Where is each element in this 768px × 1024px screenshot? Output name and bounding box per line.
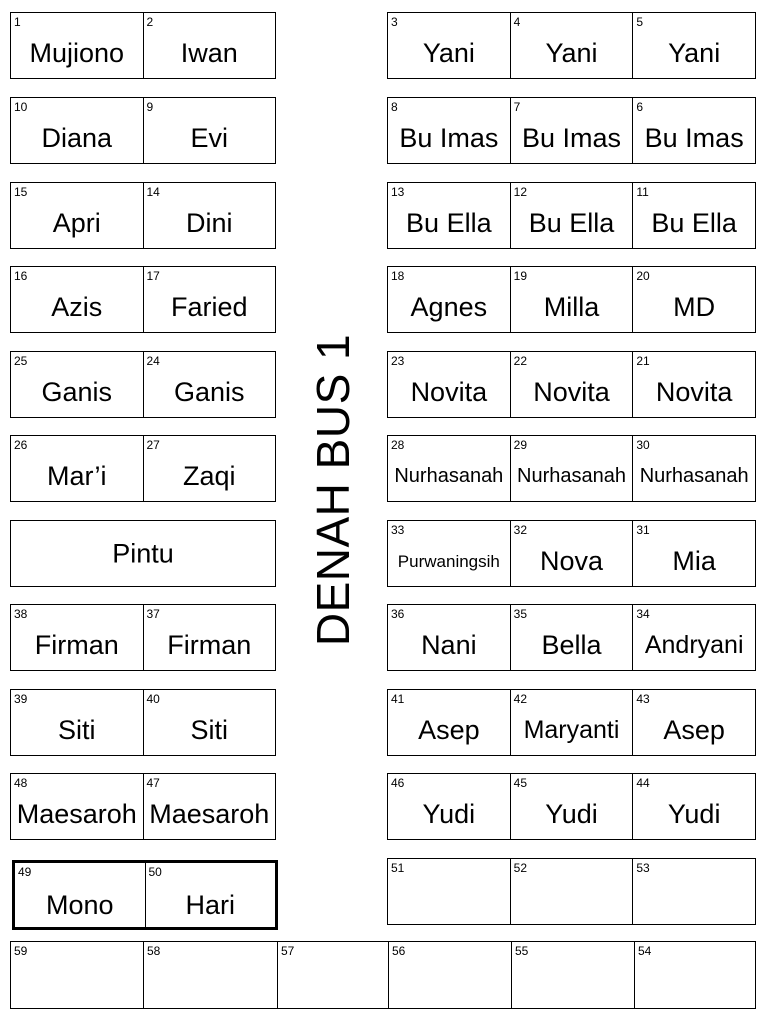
seat-row (387, 858, 756, 925)
seat-7 (510, 98, 633, 163)
seat-row (10, 182, 276, 249)
seat-number: 27 (146, 438, 160, 452)
seat-row (10, 773, 276, 840)
seat-row (387, 266, 756, 333)
passenger-name: Bu Imas (399, 122, 499, 153)
seat-26 (11, 436, 143, 501)
seat-number: 33 (391, 523, 405, 537)
seat-17 (143, 267, 276, 332)
seat-30 (632, 436, 755, 501)
seat-1 (11, 13, 143, 78)
passenger-name: Novita (410, 376, 488, 407)
passenger-name: Bu Imas (521, 122, 622, 153)
seat-number: 24 (146, 354, 160, 368)
seat-number: 36 (391, 607, 405, 621)
seat-21 (632, 352, 755, 417)
passenger-name: Bu Ella (651, 207, 737, 238)
passenger-name: Nurhasanah (639, 465, 749, 488)
seat-43 (632, 690, 755, 755)
seat-number: 41 (391, 692, 405, 706)
passenger-name: Bu Imas (644, 122, 744, 153)
seat-number: 2 (146, 15, 154, 29)
seat-35 (510, 605, 633, 670)
passenger-name: Asep (663, 714, 725, 745)
seat-42 (510, 690, 633, 755)
seat-50 (145, 863, 276, 927)
seat-number: 16 (14, 269, 28, 283)
seat-41 (388, 690, 510, 755)
seat-48 (11, 774, 143, 839)
seat-36 (388, 605, 510, 670)
seat-38 (11, 605, 143, 670)
passenger-name: Apri (52, 207, 101, 238)
seat-row (10, 689, 276, 756)
passenger-name: Nova (539, 545, 604, 576)
seat-number: 10 (14, 100, 28, 114)
seat-number: 48 (14, 776, 28, 790)
seat-4 (510, 13, 633, 78)
passenger-name: Ganis (173, 376, 245, 407)
seat-number: 42 (513, 692, 528, 706)
seat-row (387, 435, 756, 502)
seat-number: 14 (146, 185, 160, 199)
seat-number: 40 (146, 692, 160, 706)
seat-number: 29 (513, 438, 528, 452)
passenger-name: Maesaroh (149, 798, 270, 829)
seat-number: 17 (146, 269, 160, 283)
seat-number: 3 (391, 15, 398, 29)
seat-number: 38 (14, 607, 28, 621)
seat-number: 37 (146, 607, 160, 621)
seat-54 (634, 942, 757, 1008)
seat-row (387, 604, 756, 671)
passenger-name: Agnes (410, 291, 488, 322)
seat-number: 1 (14, 15, 21, 29)
passenger-name: Yani (668, 37, 721, 68)
passenger-name: Iwan (180, 37, 238, 68)
passenger-name: Asep (418, 714, 480, 745)
seat-number: 13 (391, 185, 405, 199)
passenger-name: Mar’i (47, 460, 107, 491)
seat-9 (143, 98, 276, 163)
seat-number: 44 (636, 776, 650, 790)
seat-56 (388, 942, 511, 1008)
passenger-name: Mono (45, 889, 114, 920)
bus-title: DENAH BUS 1 (307, 333, 359, 647)
passenger-name: Siti (57, 714, 96, 745)
passenger-name: Evi (190, 122, 228, 153)
seat-10 (11, 98, 143, 163)
seat-number: 34 (636, 607, 650, 621)
door-block (10, 520, 276, 587)
passenger-name: Yudi (422, 798, 476, 829)
seat-row (387, 97, 756, 164)
seat-number: 45 (513, 776, 528, 790)
passenger-name: Bu Ella (406, 207, 492, 238)
seat-row (387, 773, 756, 840)
seat-27 (143, 436, 276, 501)
passenger-name: Novita (655, 376, 733, 407)
passenger-name: Ganis (41, 376, 113, 407)
seat-number: 20 (636, 269, 650, 283)
seat-number: 30 (636, 438, 650, 452)
seat-2 (143, 13, 276, 78)
seat-row (10, 12, 276, 79)
seat-number: 52 (513, 861, 528, 875)
seat-24 (143, 352, 276, 417)
seat-49 (15, 863, 145, 927)
passenger-name: Faried (170, 291, 248, 322)
seat-number: 49 (18, 865, 32, 879)
passenger-name: MD (673, 291, 716, 322)
seat-11 (632, 183, 755, 248)
seat-row (387, 12, 756, 79)
passenger-name: Mia (672, 545, 716, 576)
seat-37 (143, 605, 276, 670)
seat-53 (632, 859, 755, 924)
passenger-name: Diana (41, 122, 113, 153)
seat-number: 47 (146, 776, 160, 790)
door-label: Pintu (112, 538, 174, 568)
seat-number: 53 (636, 861, 650, 875)
passenger-name: Maryanti (523, 715, 620, 744)
seat-number: 56 (392, 944, 406, 958)
back-seat-row (10, 941, 756, 1009)
passenger-name: Nurhasanah (394, 465, 504, 488)
seat-row (10, 435, 276, 502)
passenger-name: Azis (51, 291, 103, 322)
seat-39 (11, 690, 143, 755)
seat-12 (510, 183, 633, 248)
seat-number: 59 (14, 944, 28, 958)
seat-row (387, 182, 756, 249)
seat-number: 54 (638, 944, 652, 958)
seat-number: 39 (14, 692, 28, 706)
seat-23 (388, 352, 510, 417)
seat-44 (632, 774, 755, 839)
passenger-name: Nurhasanah (517, 465, 626, 488)
seat-number: 58 (147, 944, 161, 958)
seat-59 (11, 942, 143, 1008)
seat-number: 19 (513, 269, 528, 283)
seat-51 (388, 859, 510, 924)
seat-31 (632, 521, 755, 586)
seat-number: 21 (636, 354, 650, 368)
seat-row (10, 351, 276, 418)
seat-number: 12 (513, 185, 528, 199)
seat-15 (11, 183, 143, 248)
seat-14 (143, 183, 276, 248)
seat-row (387, 351, 756, 418)
seat-number: 51 (391, 861, 405, 875)
passenger-name: Yani (422, 37, 475, 68)
seat-row (387, 520, 756, 587)
seat-34 (632, 605, 755, 670)
seat-row (387, 689, 756, 756)
seat-number: 32 (513, 523, 528, 537)
seat-46 (388, 774, 510, 839)
seat-40 (143, 690, 276, 755)
seat-number: 55 (515, 944, 529, 958)
seat-number: 18 (391, 269, 405, 283)
passenger-name: Zaqi (182, 460, 236, 491)
passenger-name: Bella (541, 629, 602, 660)
passenger-name: Yudi (545, 798, 598, 829)
seat-row (10, 97, 276, 164)
seat-number: 11 (636, 185, 649, 199)
seat-row (10, 266, 276, 333)
seat-row (10, 604, 276, 671)
passenger-name: Hari (185, 889, 235, 920)
seat-number: 43 (636, 692, 650, 706)
seat-number: 8 (391, 100, 398, 114)
passenger-name: Milla (543, 291, 600, 322)
passenger-name: Yani (545, 37, 598, 68)
seat-number: 7 (513, 100, 521, 114)
seat-number: 4 (513, 15, 521, 29)
seat-29 (510, 436, 633, 501)
seat-6 (632, 98, 755, 163)
seat-number: 9 (146, 100, 154, 114)
seat-number: 15 (14, 185, 28, 199)
seat-number: 26 (14, 438, 28, 452)
seat-52 (510, 859, 633, 924)
seat-32 (510, 521, 633, 586)
seat-8 (388, 98, 510, 163)
seat-13 (388, 183, 510, 248)
seat-5 (632, 13, 755, 78)
seat-number: 25 (14, 354, 28, 368)
passenger-name: Purwaningsih (397, 551, 500, 571)
seat-row (12, 860, 278, 930)
seat-3 (388, 13, 510, 78)
seat-28 (388, 436, 510, 501)
seat-number: 46 (391, 776, 405, 790)
passenger-name: Novita (533, 376, 610, 407)
passenger-name: Firman (167, 629, 252, 660)
seat-number: 28 (391, 438, 405, 452)
seat-number: 23 (391, 354, 405, 368)
passenger-name: Maesaroh (16, 798, 137, 829)
seat-55 (511, 942, 634, 1008)
seat-16 (11, 267, 143, 332)
seat-57 (277, 942, 388, 1008)
seat-number: 5 (636, 15, 644, 29)
passenger-name: Firman (34, 629, 119, 660)
passenger-name: Siti (190, 714, 228, 745)
seat-33 (388, 521, 510, 586)
passenger-name: Andryani (644, 630, 744, 659)
passenger-name: Nani (421, 629, 477, 660)
seat-20 (632, 267, 755, 332)
seat-45 (510, 774, 633, 839)
seat-22 (510, 352, 633, 417)
seat-58 (143, 942, 277, 1008)
passenger-name: Dini (185, 207, 233, 238)
seat-19 (510, 267, 633, 332)
seat-number: 22 (513, 354, 528, 368)
seat-number: 6 (636, 100, 644, 114)
passenger-name: Yudi (667, 798, 721, 829)
seat-18 (388, 267, 510, 332)
passenger-name: Mujiono (29, 37, 125, 68)
seat-number: 50 (148, 865, 162, 879)
seat-25 (11, 352, 143, 417)
seat-number: 31 (636, 523, 650, 537)
passenger-name: Bu Ella (528, 207, 615, 238)
seat-number: 57 (281, 944, 295, 958)
seat-47 (143, 774, 276, 839)
seat-number: 35 (513, 607, 528, 621)
